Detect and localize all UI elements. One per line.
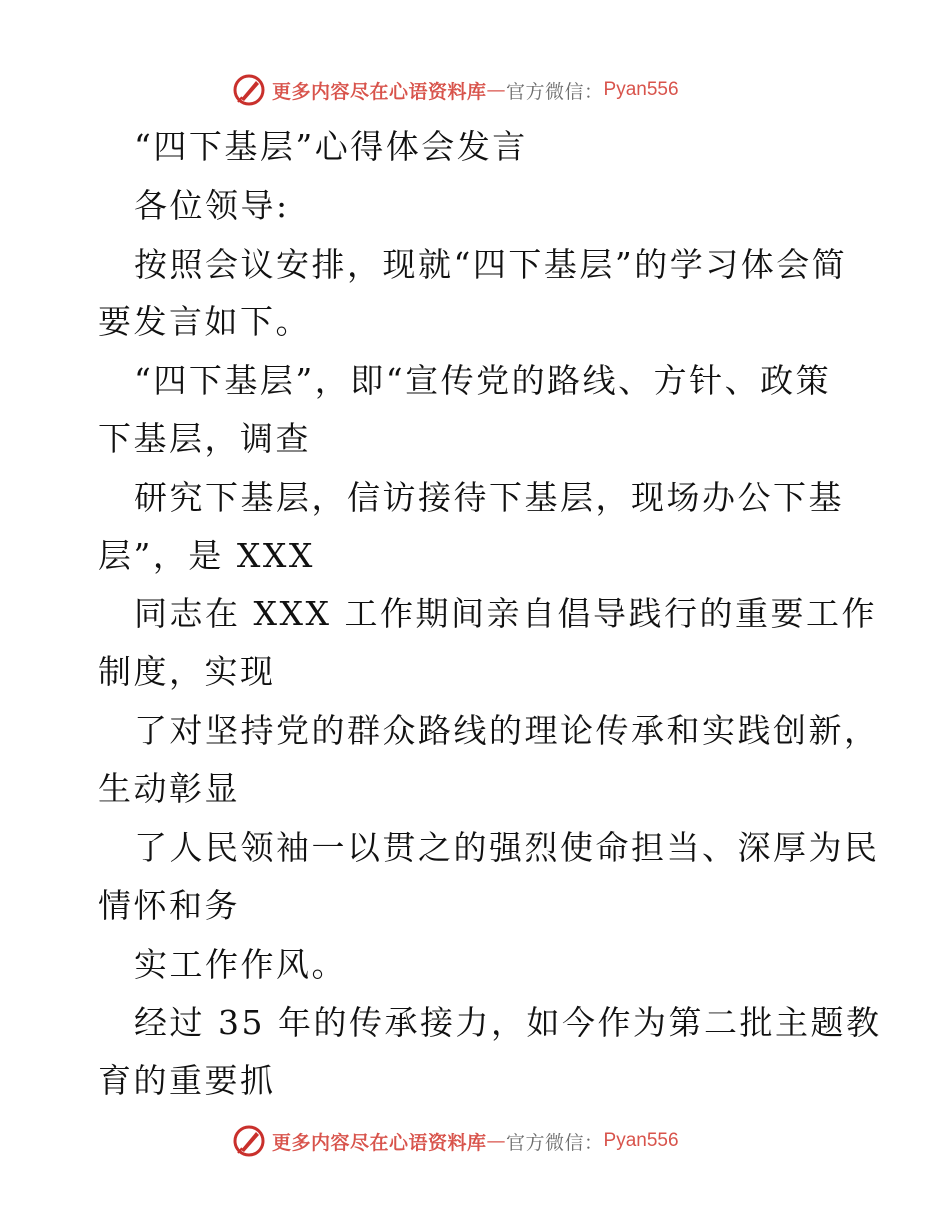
document-title: “四下基层”心得体会发言 bbox=[134, 127, 528, 166]
wechat-id: Pyan556 bbox=[603, 79, 679, 100]
paragraph-line: 实工作作风。 bbox=[134, 945, 347, 984]
paragraph-line: 按照会议安排，现就“四下基层”的学习体会简 bbox=[134, 245, 848, 284]
paragraph-line: 下基层，调查 bbox=[98, 419, 311, 458]
paragraph-line: 制度，实现 bbox=[98, 652, 276, 691]
site-text: 更多内容尽在心语资料库 bbox=[272, 1131, 487, 1154]
paragraph-line: 研究下基层，信访接待下基层，现场办公下基 bbox=[134, 478, 844, 517]
paragraph-line: 层”，是 XXX bbox=[98, 536, 315, 575]
paragraph-line: 同志在 XXX 工作期间亲自倡导践行的重要工作 bbox=[134, 594, 877, 633]
site-text: 更多内容尽在心语资料库 bbox=[272, 80, 487, 103]
banner-dash: — bbox=[486, 79, 507, 101]
wechat-id: Pyan556 bbox=[603, 1130, 679, 1151]
wechat-label: 官方微信： bbox=[506, 80, 604, 103]
salutation: 各位领导: bbox=[134, 186, 290, 225]
paragraph-line: 了人民领袖一以贯之的强烈使命担当、深厚为民 bbox=[134, 828, 880, 867]
header-banner bbox=[232, 70, 752, 110]
footer-banner bbox=[232, 1121, 752, 1161]
paragraph-line: 情怀和务 bbox=[98, 886, 240, 925]
wechat-label: 官方微信： bbox=[506, 1131, 604, 1154]
paragraph-line: 育的重要抓 bbox=[98, 1061, 276, 1100]
paragraph-line: “四下基层”，即“宣传党的路线、方针、政策 bbox=[134, 361, 832, 400]
paragraph-line: 了对坚持党的群众路线的理论传承和实践创新， bbox=[134, 711, 880, 750]
banner-dash: — bbox=[486, 1130, 507, 1152]
quill-logo-icon bbox=[232, 73, 266, 107]
quill-logo-icon bbox=[232, 1124, 266, 1158]
paragraph-line: 要发言如下。 bbox=[98, 302, 311, 341]
paragraph-line: 经过 35 年的传承接力，如今作为第二批主题教 bbox=[134, 1003, 882, 1042]
paragraph-line: 生动彰显 bbox=[98, 769, 240, 808]
